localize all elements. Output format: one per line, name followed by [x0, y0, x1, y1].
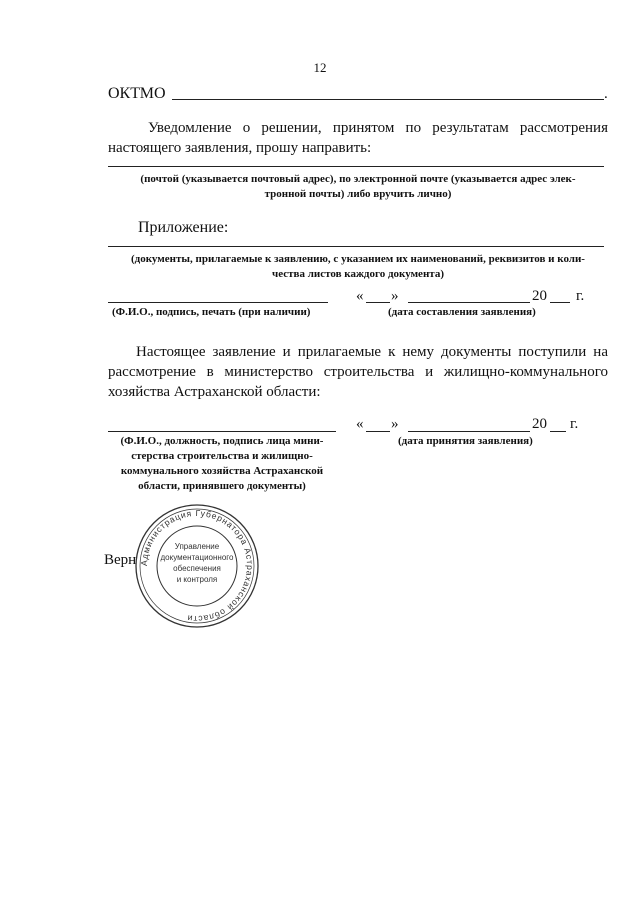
official-year-suffix: г. — [570, 416, 579, 432]
stamp-line-4: и контроля — [176, 575, 218, 584]
notice-caption-2: тронной почты) либо вручить лично) — [264, 188, 452, 200]
stamp-line-1: Управление — [174, 542, 220, 551]
applicant-caption-right: (дата составления заявления) — [388, 306, 536, 318]
applicant-year-line — [550, 302, 570, 303]
official-caption-right: (дата принятия заявления) — [398, 435, 533, 447]
received-paragraph: Настоящее заявление и прилагаемые к нему документы поступили на рассмотрение в министерство строительства и жилищно-коммунального хозяйства Астраханской области: — [108, 344, 608, 400]
stamp-line-2: документационного — [160, 553, 234, 562]
applicant-year-suffix: г. — [576, 288, 585, 304]
applicant-year: 20 — [532, 288, 547, 304]
oktmo-line — [172, 99, 604, 100]
official-year-line — [550, 431, 566, 432]
official-caption-left-2: стерства строительства и жилищно- — [131, 450, 313, 462]
applicant-date-open: « — [356, 288, 364, 304]
official-date-open: « — [356, 416, 364, 432]
oktmo-end: . — [604, 86, 608, 102]
verno-text: Верн — [104, 552, 137, 568]
page-number: 12 — [313, 60, 327, 75]
attachment-line — [108, 246, 604, 247]
attachment-caption-2: чества листов каждого документа) — [272, 268, 444, 280]
official-stamp — [133, 502, 261, 630]
official-caption-left-1: (Ф.И.О., должность, подпись лица мини- — [120, 435, 324, 447]
official-day-line — [366, 431, 390, 432]
official-caption-left-4: области, принявшего документы) — [138, 480, 306, 492]
notice-line — [108, 166, 604, 167]
applicant-date-close: » — [391, 288, 399, 304]
attachment-label: Приложение: — [138, 219, 229, 236]
stamp-ring-text: Администрация Губернатора Астраханской области — [138, 507, 256, 625]
applicant-sign-line — [108, 302, 328, 303]
oktmo-label: ОКТМО — [108, 85, 166, 102]
notice-paragraph: Уведомление о решении, принятом по результатам рассмотрения настоящего заявления, прошу направить: — [108, 120, 608, 156]
applicant-day-line — [366, 302, 390, 303]
applicant-caption-left: (Ф.И.О., подпись, печать (при наличии) — [112, 306, 311, 318]
notice-caption-1: (почтой (указывается почтовый адрес), по электронной почте (указывается адрес элек- — [140, 173, 576, 185]
official-caption-left-3: коммунального хозяйства Астраханской — [120, 465, 324, 477]
official-sign-line — [108, 431, 336, 432]
official-year: 20 — [532, 416, 547, 432]
attachment-caption-1: (документы, прилагаемые к заявлению, с указанием их наименований, реквизитов и коли- — [131, 253, 585, 265]
applicant-month-line — [408, 302, 530, 303]
official-month-line — [408, 431, 530, 432]
official-date-close: » — [391, 416, 399, 432]
stamp-line-3: обеспечения — [173, 564, 221, 573]
